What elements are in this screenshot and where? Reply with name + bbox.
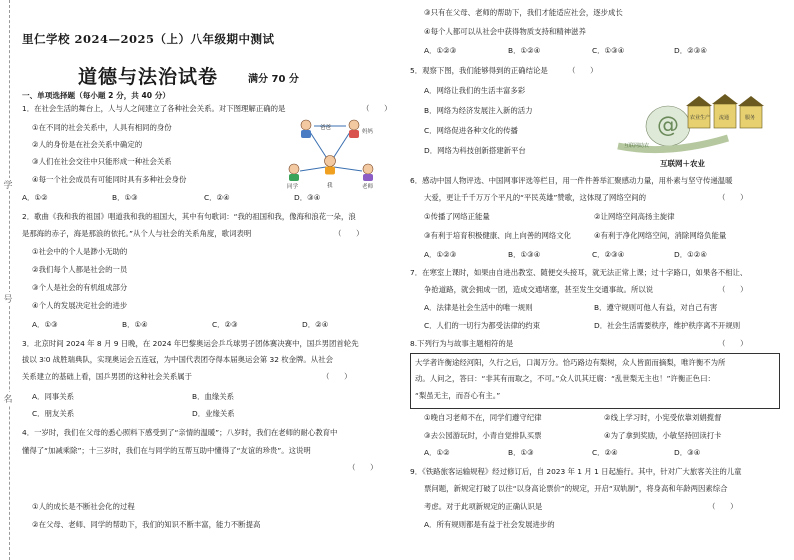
bubble-label-2: 流通	[719, 115, 730, 121]
full-mark: 满分 70 分	[248, 74, 299, 85]
q7-answer-d: D．社会生活需要秩序，维护秩序离不开规则	[594, 321, 741, 330]
q4-opt-3: ③只有在父母、老师的帮助下，我们才能适应社会，逐步成长	[424, 8, 623, 17]
q2-answer-c: C．②③	[212, 320, 238, 329]
q7-answer-b: B．遵守规则可他人有益，对自己有害	[594, 303, 718, 312]
q2-opt-3: ③个人是社会的有机组成部分	[32, 283, 128, 292]
q6-answer-b: B．①③④	[508, 250, 541, 259]
q1-paren: （ ）	[362, 104, 392, 113]
q2-answer-b: B．①④	[122, 320, 148, 329]
q6-opt-1: ①传播了网络正能量	[424, 212, 490, 221]
q7-line-2: 争抢道路，就会拥成一团，造成交通堵塞，甚至发生交通事故。所以说	[424, 285, 654, 294]
q4-opt-1: ①人的成长是不断社会化的过程	[32, 502, 135, 511]
figure-caption: 互联网＋农业	[660, 159, 705, 168]
q8-answer-b: B．①③	[508, 448, 534, 457]
q8-opt-3: ③去公园游玩时，小青自觉排队买票	[424, 431, 542, 440]
q1-opt-3: ③人们在社会交往中只能形成一种社会关系	[32, 157, 172, 166]
q3-paren: （ ）	[322, 372, 352, 381]
q5-paren: （ ）	[568, 66, 598, 75]
q3-line-2: 拔以 3∶0 战胜瑞典队，实现奥运会五连冠，为中国代表团夺得本届奥运会第 32 枚金牌。从社会	[22, 355, 333, 364]
fig-label-me: 我	[327, 183, 333, 189]
quote-line-1: 大学者许衡途经河阳，久行之后，口渴万分。恰巧路边有梨树，众人皆面而摘梨，唯许衡不为所	[415, 358, 726, 367]
q1-answer-d: D．③④	[294, 193, 321, 202]
q4-answer-d: D．②③④	[674, 46, 707, 55]
q3-answer-c: C．朋友关系	[32, 409, 75, 418]
q2-opt-4: ④个人的发展决定社会的进步	[32, 301, 128, 310]
q6-paren: （ ）	[718, 193, 748, 202]
q5-opt-c: C．网络促进各种文化的传播	[424, 126, 518, 135]
q6-answer-a: A．①②③	[424, 250, 457, 259]
q6-answer-d: D．①②④	[674, 250, 707, 259]
q2-opt-1: ①社会中的个人是渺小无助的	[32, 247, 128, 256]
q3-answer-b: B．血缘关系	[192, 392, 235, 401]
q2-line-2: 是那海的赤子，海是那浪的依托。”从个人与社会的关系角度，歌词表明	[22, 229, 252, 238]
side-mark-hao: 号	[2, 292, 14, 305]
q8-opt-1: ①晚自习老师不在，同学们遵守纪律	[424, 413, 542, 422]
q5-opt-d: D．网络为科技创新搭建新平台	[424, 146, 526, 155]
svg-text:@: @	[657, 113, 679, 138]
left-column	[22, 0, 396, 560]
q9-line-1: 9．《铁路旅客运输规程》经过修订后，自 2023 年 1 月 1 日起施行。其中，针对广大旅客关注的儿童	[410, 467, 742, 476]
q9-line-2: 票问题，新规定打破了以往“以身高论票价”的规定，开启“双轨制”，将身高和年龄两因素综合	[424, 484, 728, 493]
q7-line-1: 7．在寒室上课时，如果由自进出教室、随便交头接耳，就无法正常上课；过十字路口，如果各不相让、	[410, 268, 748, 277]
fig-label-teacher: 老师	[362, 184, 374, 190]
q8-opt-4: ④为了拿到奖励，小敏坚持回读打卡	[604, 431, 722, 440]
q9-paren: （ ）	[708, 502, 738, 511]
q4-paren: （ ）	[348, 463, 378, 472]
q8-answer-c: C．②④	[592, 448, 618, 457]
q2-line-1: 2．歌曲《我和我的祖国》唱道我和我的祖国大，其中有句歌词：“我的祖国和我，像海和浪花一朵，浪	[22, 212, 356, 221]
fig-label-dad: 爸爸	[320, 125, 332, 131]
binding-margin-line	[9, 0, 10, 560]
q5-opt-a: A．网络让我们的生活丰富多彩	[424, 86, 526, 95]
q4-answer-a: A．①②③	[424, 46, 457, 55]
q4-line-2: 懂得了“加减乘除”；十三岁时，我们在与同学的互帮互助中懂得了“友谊的珍贵”。这说明	[22, 446, 311, 455]
q9-opt-a: A．所有规则都是有益于社会发展进步的	[424, 520, 555, 529]
q6-opt-3: ③有利于培育积极健康、向上向善的网络文化	[424, 231, 572, 240]
right-column	[408, 0, 786, 560]
q1-answer-b: B．①③	[112, 193, 138, 202]
q1-opt-4: ④每一个社会成员有可能同时具有多种社会身份	[32, 175, 187, 184]
bubble-label-1: 农业生产	[690, 115, 711, 121]
quote-line-3: “梨虽无主，而吾心有主。”	[415, 391, 501, 400]
q1-opt-2: ②人的身份是在社会关系中确定的	[32, 140, 143, 149]
story-quote-box	[410, 353, 780, 409]
q1-stem: 1．在社会生活的舞台上，人与人之间建立了各种社会关系。对下图理解正确的是	[22, 104, 286, 113]
q1-answer-c: C．②④	[204, 193, 230, 202]
q3-answer-d: D．业缘关系	[192, 409, 235, 418]
exam-title: 道德与法治试卷	[78, 66, 219, 88]
q5-stem: 5．观察下图，我们能够得到的正确结论是	[410, 66, 548, 75]
q6-answer-c: C．②③④	[592, 250, 625, 259]
q5-opt-b: B．网络为经济发展注入新的活力	[424, 106, 533, 115]
q6-line-1: 6．感动中国人物评选、中国网事评选等栏目，用一件件善举汇聚感动力量，用朴素与坚守传递温暖	[410, 176, 733, 185]
q9-line-3: 考虑。对于此项新规定的正确认识是	[424, 502, 543, 511]
q8-stem: 8.下列行为与故事主题相符的是	[410, 339, 514, 348]
q7-paren: （ ）	[718, 285, 748, 294]
side-mark-xue: 学	[2, 178, 14, 191]
q1-answer-a: A．①②	[22, 193, 48, 202]
q3-line-1: 3．北京时间 2024 年 8 月 9 日晚，在 2024 年巴黎奥运会乒乓球男子团体赛决赛中，国乒男团首轮先	[22, 339, 359, 348]
relationship-figure	[270, 117, 390, 189]
q7-answer-a: A．法律是社会生活中的唯一规则	[424, 303, 533, 312]
q8-paren: （ ）	[718, 339, 748, 348]
side-mark-ming: 名	[2, 392, 14, 405]
q4-opt-2: ②在父母、老师、同学的帮助下，我们的知识不断丰富，能力不断提高	[32, 520, 261, 529]
q4-answer-c: C．①③④	[592, 46, 625, 55]
quote-line-2: 动。人问之，答曰：“非其有而取之，不可。”众人讥其迂腐：“乱世梨无主也！”许衡正色曰：	[415, 374, 715, 383]
banner-label: 互联网助农	[624, 143, 650, 149]
fig-label-classmate: 同学	[287, 184, 299, 190]
q2-opt-2: ②我们每个人都是社会的一员	[32, 265, 128, 274]
section-title: 一、单项选择题（每小题 2 分，共 40 分）	[22, 91, 170, 100]
internet-agriculture-figure	[608, 88, 784, 174]
q4-opt-4: ④每个人都可以从社会中获得物质支持和精神滋养	[424, 27, 586, 36]
q7-answer-c: C．人们的一切行为都受法律的约束	[424, 321, 541, 330]
q2-paren: （ ）	[334, 229, 364, 238]
q4-line-1: 4．一岁时，我们在父母的悉心照料下感受到了“亲情的温暖”；八岁时，我们在老师的耐心教育中	[22, 428, 338, 437]
bubble-label-3: 服务	[745, 115, 756, 121]
q2-answer-d: D．②④	[302, 320, 329, 329]
q8-answer-a: A．①②	[424, 448, 450, 457]
fig-label-mom: 妈妈	[362, 129, 374, 135]
q1-opt-1: ①在不同的社会关系中，人具有相同的身份	[32, 123, 172, 132]
q8-answer-d: D．③④	[674, 448, 701, 457]
school-line: 里仁学校 2024—2025（上）八年级期中测试	[22, 32, 275, 46]
q4-answer-b: B．①②④	[508, 46, 541, 55]
q3-answer-a: A．同事关系	[32, 392, 75, 401]
q6-line-2: 大爱，更让千千万万个平凡的“平民英雄”赞歌，这体现了网络空间的	[424, 193, 646, 202]
q8-opt-2: ②线上学习时，小宪受依靠刘娟揽督	[604, 413, 722, 422]
q6-opt-2: ②让网络空间高扬主旋律	[594, 212, 675, 221]
q3-line-3: 关系建立的基础上看，国乒男团的这种社会关系属于	[22, 372, 192, 381]
q2-answer-a: A．①③	[32, 320, 58, 329]
q6-opt-4: ④有利于净化网络空间，消除网络负能量	[594, 231, 727, 240]
